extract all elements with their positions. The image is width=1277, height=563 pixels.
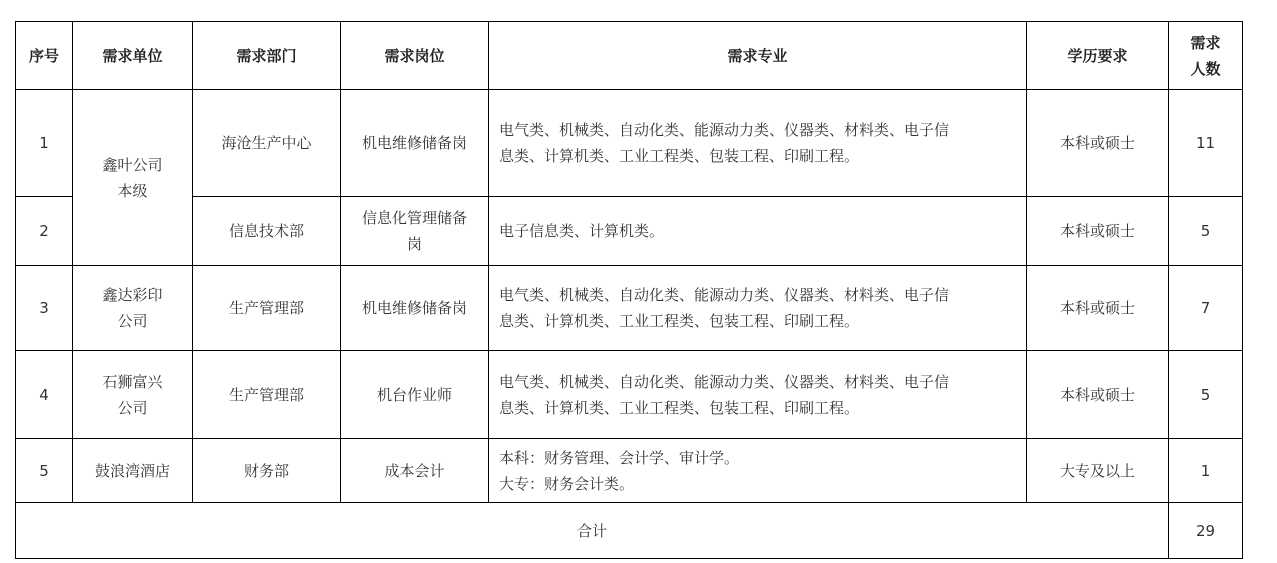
cell-major-line2: 息类、计算机类、工业工程类、包装工程、印刷工程。 [499,312,860,330]
cell-education: 本科或硕士 [1027,197,1169,266]
cell-count: 5 [1169,197,1243,266]
cell-major [489,351,1027,439]
total-count: 29 [1169,503,1243,559]
cell-index: 4 [16,351,73,439]
cell-index: 2 [16,197,73,266]
cell-education: 本科或硕士 [1027,266,1169,351]
table-row [16,90,1243,197]
cell-unit: 鼓浪湾酒店 [73,439,193,503]
cell-count: 11 [1169,90,1243,197]
cell-dept: 生产管理部 [193,351,341,439]
cell-unit [73,266,193,351]
cell-unit-line2: 公司 [117,312,148,330]
table-row [16,351,1243,439]
cell-major-line1: 电气类、机械类、自动化类、能源动力类、仪器类、材料类、电子信 [499,286,950,304]
table-row [16,439,1243,503]
cell-count: 1 [1169,439,1243,503]
cell-position-line1: 信息化管理储备 [361,209,467,227]
header-major: 需求专业 [489,22,1027,90]
cell-unit-line1: 鑫达彩印 [102,286,163,304]
cell-dept: 海沧生产中心 [193,90,341,197]
cell-dept: 信息技术部 [193,197,341,266]
cell-unit-line2: 公司 [117,398,148,417]
cell-major-line1: 本科：财务管理、会计学、审计学。 [499,448,740,467]
cell-major-line1: 电气类、机械类、自动化类、能源动力类、仪器类、材料类、电子信 [499,372,950,391]
header-dept: 需求部门 [193,22,341,90]
cell-position [341,197,489,266]
cell-major [489,266,1027,351]
cell-count: 5 [1169,351,1243,439]
total-label: 合计 [16,503,1169,559]
cell-dept: 生产管理部 [193,266,341,351]
cell-major [489,439,1027,503]
header-position: 需求岗位 [341,22,489,90]
cell-position: 成本会计 [341,439,489,503]
cell-position: 机电维修储备岗 [341,90,489,197]
cell-education: 本科或硕士 [1027,90,1169,197]
cell-position-line2: 岗 [406,235,422,253]
cell-unit [73,90,193,266]
cell-major-line1: 电气类、机械类、自动化类、能源动力类、仪器类、材料类、电子信 [499,121,950,139]
header-education: 学历要求 [1027,22,1169,90]
header-unit: 需求单位 [73,22,193,90]
cell-unit [73,351,193,439]
cell-major-line2: 息类、计算机类、工业工程类、包装工程、印刷工程。 [499,398,860,417]
cell-education: 本科或硕士 [1027,351,1169,439]
table-row [16,197,1243,266]
cell-position: 机台作业师 [341,351,489,439]
cell-count: 7 [1169,266,1243,351]
cell-major-line2: 大专：财务会计类。 [499,474,635,493]
cell-unit-line1: 鑫叶公司 [102,155,163,174]
header-count [1169,22,1243,90]
cell-index: 3 [16,266,73,351]
recruitment-table [15,21,1243,559]
header-count-line1: 需求 [1190,33,1221,52]
cell-dept: 财务部 [193,439,341,503]
cell-position: 机电维修储备岗 [341,266,489,351]
cell-unit-line2: 本级 [117,181,148,200]
cell-major: 电子信息类、计算机类。 [489,197,1027,266]
cell-education: 大专及以上 [1027,439,1169,503]
header-row [16,22,1243,90]
cell-index: 1 [16,90,73,197]
cell-major-line2: 息类、计算机类、工业工程类、包装工程、印刷工程。 [499,147,860,165]
table-row [16,266,1243,351]
cell-unit-line1: 石狮富兴 [102,372,163,391]
header-count-line2: 人数 [1190,59,1221,78]
cell-major [489,90,1027,197]
total-row [16,503,1243,559]
cell-index: 5 [16,439,73,503]
header-index: 序号 [16,22,73,90]
